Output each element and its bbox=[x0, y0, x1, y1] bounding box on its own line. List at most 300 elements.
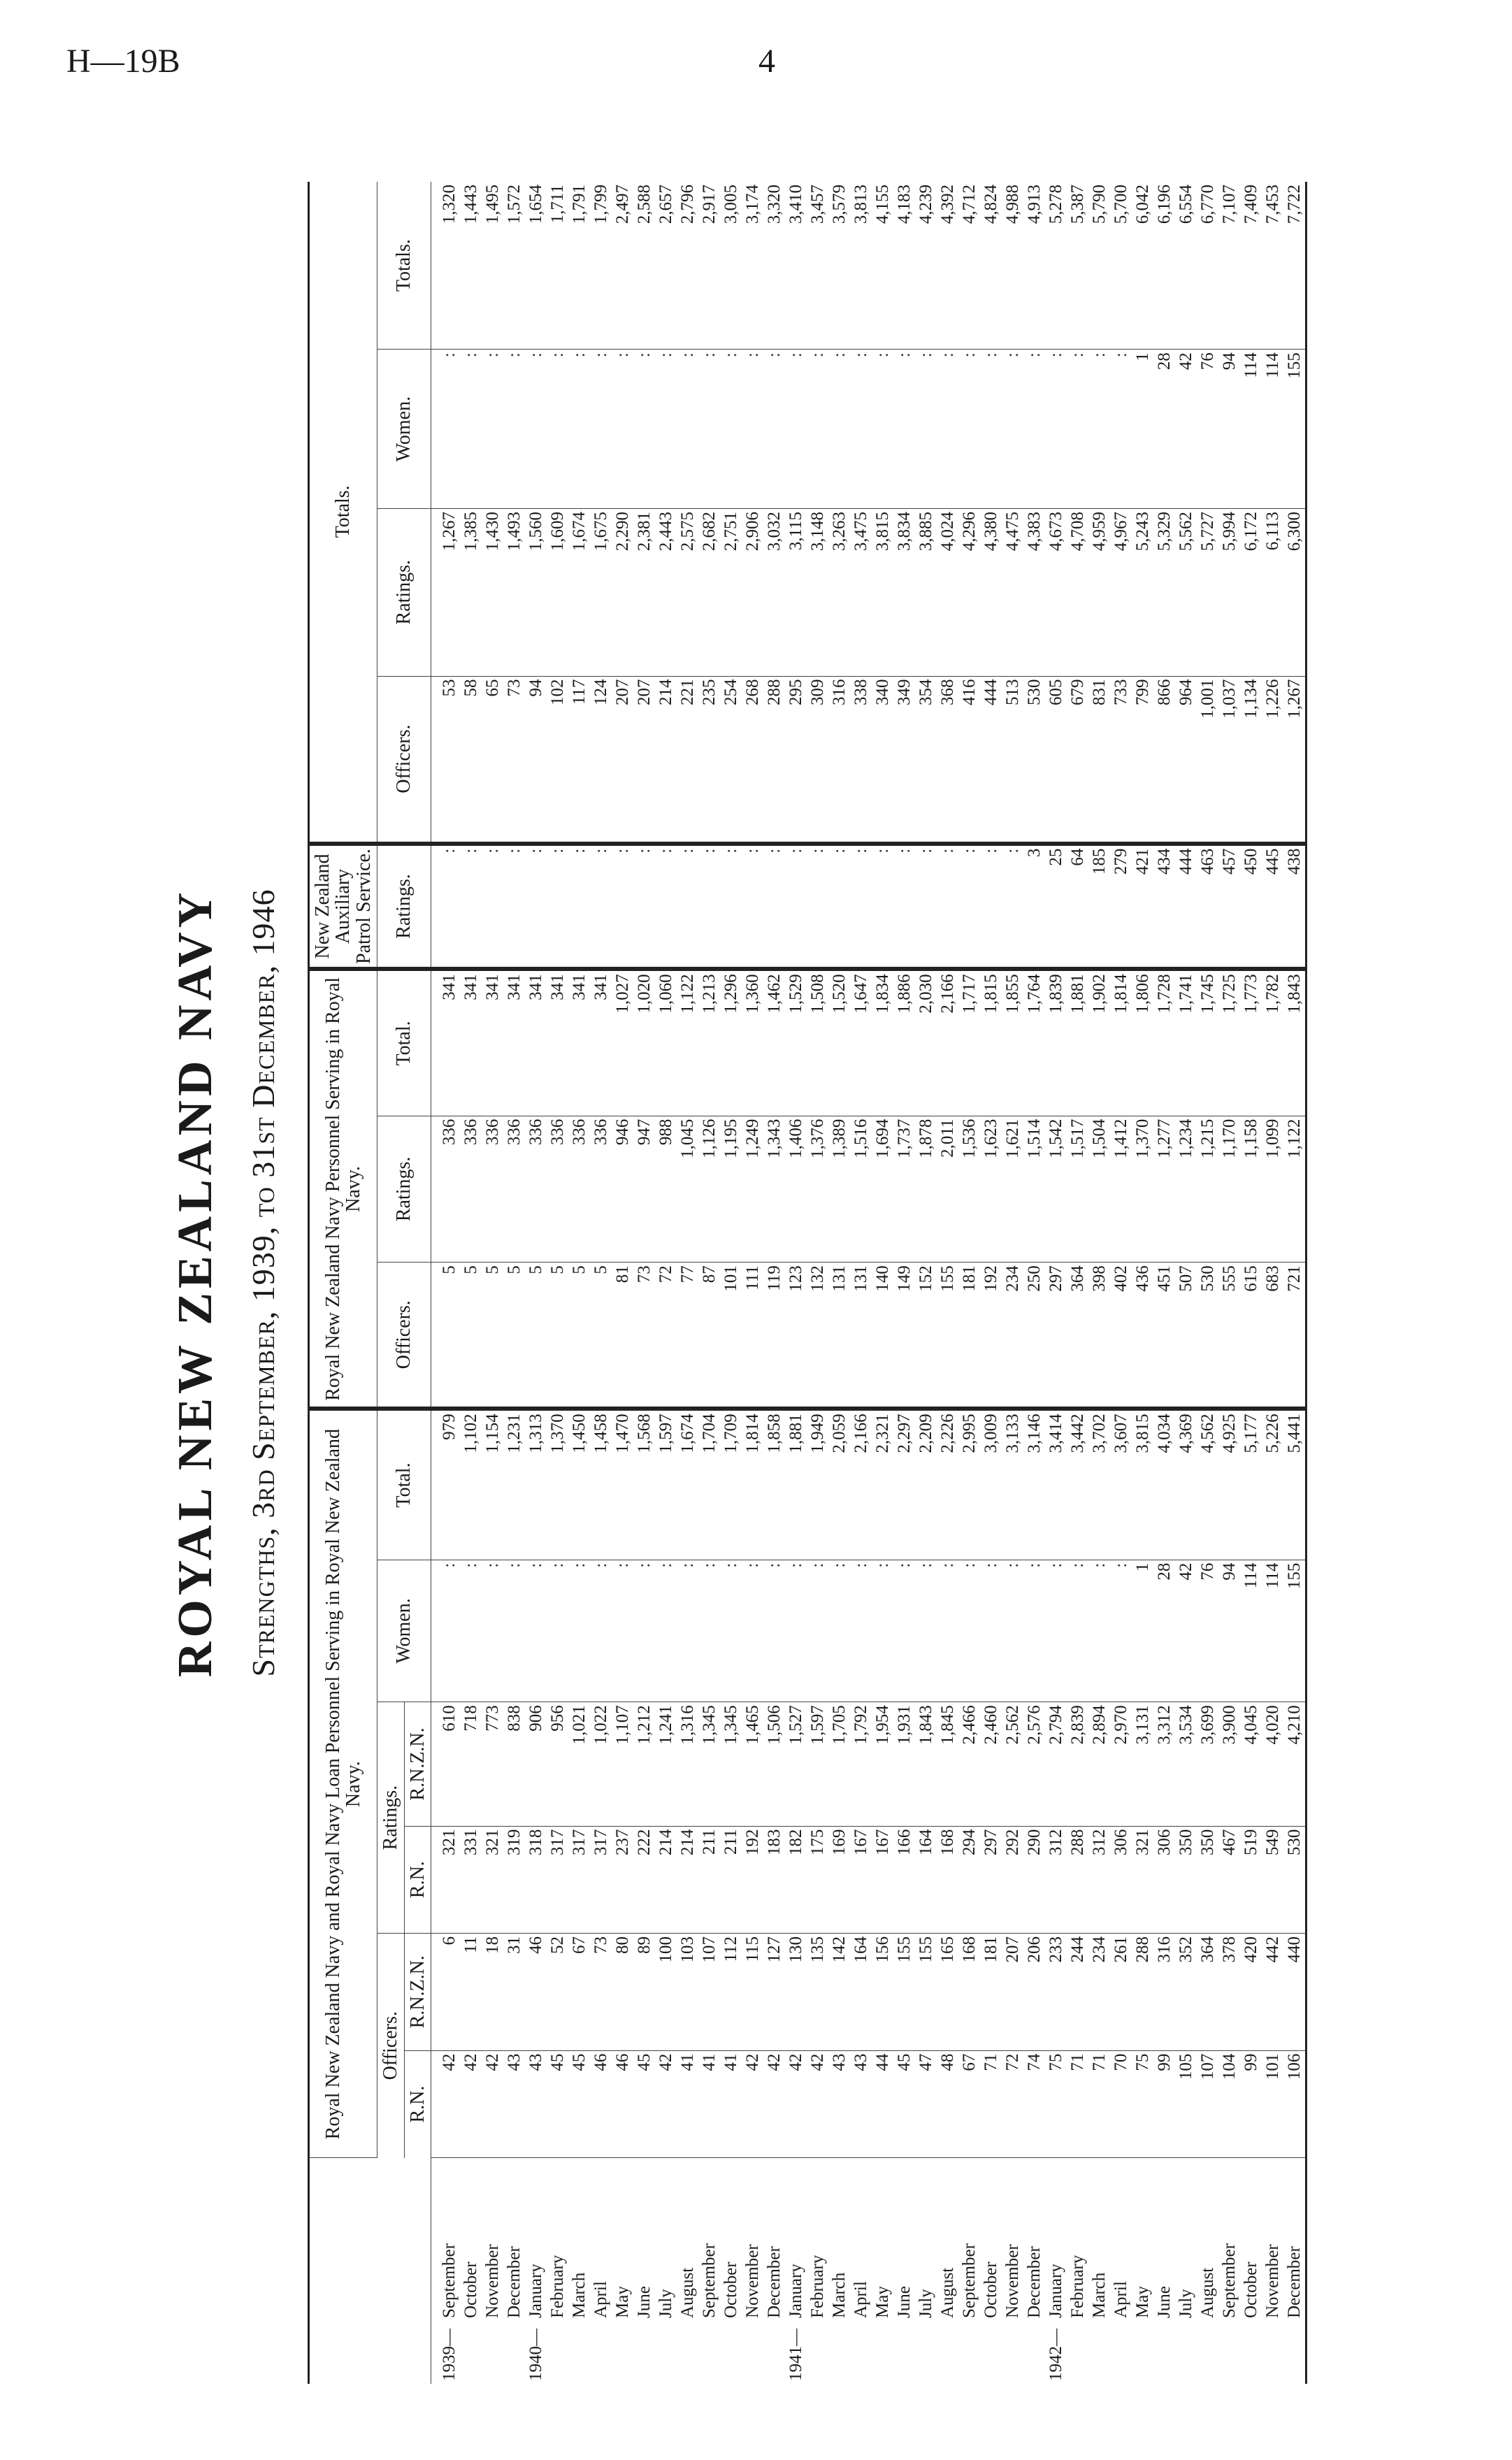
totals-ratings-cell: 2,443 bbox=[655, 508, 677, 676]
totals-ratings-cell: 2,682 bbox=[698, 508, 720, 676]
officers-rn-cell: 101 bbox=[1262, 2050, 1283, 2157]
ratings-rnzn-cell: 1,931 bbox=[893, 1702, 915, 1826]
totals-totals-cell: 3,174 bbox=[742, 182, 763, 350]
period-cell bbox=[1023, 2158, 1045, 2384]
women-cell: : bbox=[1110, 1560, 1132, 1702]
total-cell: 3,414 bbox=[1045, 1409, 1067, 1560]
serving-total-cell: 1,462 bbox=[763, 969, 785, 1116]
table-row bbox=[742, 182, 763, 2384]
totals-totals-cell: 1,711 bbox=[547, 182, 568, 350]
totals-officers-cell: 124 bbox=[590, 676, 612, 844]
group-rnzn-loan-header: Royal New Zealand Navy and Royal Navy Loan Personnel Serving in Royal New Zealand Navy. bbox=[309, 1409, 377, 2157]
patrol-ratings-cell: 3 bbox=[1023, 844, 1045, 970]
officers-rn-cell: 42 bbox=[807, 2050, 828, 2157]
officers-rn-cell: 46 bbox=[612, 2050, 633, 2157]
serving-officers-cell: 683 bbox=[1262, 1263, 1283, 1409]
ratings-rn-cell: 288 bbox=[1067, 1826, 1088, 1933]
serving-officers-cell: 87 bbox=[698, 1263, 720, 1409]
serving-total-cell: 1,213 bbox=[698, 969, 720, 1116]
patrol-ratings-cell: : bbox=[893, 844, 915, 970]
officers-rn-cell: 71 bbox=[1067, 2050, 1088, 2157]
serving-officers-cell: 152 bbox=[915, 1263, 937, 1409]
totals-officers-cell: 354 bbox=[915, 676, 937, 844]
totals-women-cell: 94 bbox=[1218, 350, 1240, 509]
serving-total-cell: 341 bbox=[590, 969, 612, 1116]
serving-officers-cell: 5 bbox=[547, 1263, 568, 1409]
group-totals-header: Totals. bbox=[309, 182, 377, 844]
serving-total-cell: 2,166 bbox=[937, 969, 958, 1116]
totals-ratings-header: Ratings. bbox=[377, 508, 431, 676]
women-cell: : bbox=[431, 1560, 460, 1702]
period-cell bbox=[1110, 2158, 1132, 2384]
table-row bbox=[482, 182, 503, 2384]
serving-officers-cell: 555 bbox=[1218, 1263, 1240, 1409]
totals-officers-cell: 338 bbox=[850, 676, 872, 844]
women-cell: : bbox=[1002, 1560, 1023, 1702]
women-cell: : bbox=[980, 1560, 1002, 1702]
totals-ratings-cell: 4,475 bbox=[1002, 508, 1023, 676]
women-cell: 76 bbox=[1197, 1560, 1218, 1702]
officers-rnzn-cell: 288 bbox=[1132, 1933, 1153, 2050]
period-cell bbox=[568, 2158, 590, 2384]
ratings-rnzn-cell: 1,316 bbox=[677, 1702, 698, 1826]
totals-women-cell: : bbox=[612, 350, 633, 509]
totals-women-cell: : bbox=[937, 350, 958, 509]
officers-rnzn-cell: 73 bbox=[590, 1933, 612, 2050]
period-cell bbox=[720, 2158, 742, 2384]
patrol-ratings-cell: : bbox=[1002, 844, 1023, 970]
page-reference: H—19B bbox=[66, 43, 180, 80]
period-cell bbox=[1283, 2158, 1306, 2384]
women-cell: 42 bbox=[1175, 1560, 1197, 1702]
group-serving-rn-header: Royal New Zealand Navy Personnel Serving in Royal Navy. bbox=[309, 969, 377, 1409]
ratings-rnzn-header: R.N.Z.N. bbox=[404, 1702, 431, 1826]
total-cell: 1,568 bbox=[633, 1409, 655, 1560]
officers-header: Officers. bbox=[377, 1933, 404, 2157]
ratings-rn-cell: 549 bbox=[1262, 1826, 1283, 1933]
officers-rnzn-cell: 130 bbox=[785, 1933, 807, 2050]
totals-totals-cell: 7,409 bbox=[1240, 182, 1262, 350]
ratings-rnzn-cell: 1,597 bbox=[807, 1702, 828, 1826]
month-label: August bbox=[677, 2267, 697, 2318]
serving-total-cell: 341 bbox=[568, 969, 590, 1116]
totals-ratings-cell: 3,885 bbox=[915, 508, 937, 676]
month-label: November bbox=[742, 2244, 762, 2318]
month-label: July bbox=[1176, 2289, 1195, 2318]
officers-rn-cell: 105 bbox=[1175, 2050, 1197, 2157]
totals-totals-cell: 2,796 bbox=[677, 182, 698, 350]
serving-ratings-cell: 1,234 bbox=[1175, 1116, 1197, 1263]
officers-rn-cell: 45 bbox=[568, 2050, 590, 2157]
ratings-rnzn-cell: 2,794 bbox=[1045, 1702, 1067, 1826]
officers-rnzn-cell: 316 bbox=[1153, 1933, 1175, 2050]
totals-officers-cell: 309 bbox=[807, 676, 828, 844]
table-row bbox=[720, 182, 742, 2384]
totals-ratings-cell: 3,834 bbox=[893, 508, 915, 676]
totals-totals-cell: 5,700 bbox=[1110, 182, 1132, 350]
serving-total-cell: 1,886 bbox=[893, 969, 915, 1116]
serving-officers-header: Officers. bbox=[377, 1263, 431, 1409]
totals-ratings-cell: 2,381 bbox=[633, 508, 655, 676]
serving-ratings-cell: 1,406 bbox=[785, 1116, 807, 1263]
patrol-ratings-cell: : bbox=[915, 844, 937, 970]
year-label: 1940— bbox=[526, 2329, 545, 2381]
women-cell: 114 bbox=[1240, 1560, 1262, 1702]
ratings-rn-cell: 519 bbox=[1240, 1826, 1262, 1933]
totals-women-cell: : bbox=[1110, 350, 1132, 509]
ratings-rnzn-cell: 1,241 bbox=[655, 1702, 677, 1826]
serving-total-cell: 1,027 bbox=[612, 969, 633, 1116]
table-row bbox=[547, 182, 568, 2384]
month-label: September bbox=[959, 2243, 979, 2318]
serving-ratings-cell: 1,737 bbox=[893, 1116, 915, 1263]
ratings-rnzn-cell: 1,843 bbox=[915, 1702, 937, 1826]
totals-officers-cell: 117 bbox=[568, 676, 590, 844]
officers-rn-cell: 42 bbox=[431, 2050, 460, 2157]
month-label: March bbox=[1089, 2272, 1109, 2318]
serving-total-cell: 1,741 bbox=[1175, 969, 1197, 1116]
totals-ratings-cell: 4,380 bbox=[980, 508, 1002, 676]
month-label: January bbox=[1046, 2264, 1065, 2318]
patrol-ratings-cell: 64 bbox=[1067, 844, 1088, 970]
patrol-ratings-cell: : bbox=[720, 844, 742, 970]
patrol-ratings-cell: : bbox=[763, 844, 785, 970]
serving-ratings-header: Ratings. bbox=[377, 1116, 431, 1263]
ratings-rnzn-cell: 1,527 bbox=[785, 1702, 807, 1826]
total-cell: 979 bbox=[431, 1409, 460, 1560]
month-label: August bbox=[1197, 2267, 1217, 2318]
serving-officers-cell: 297 bbox=[1045, 1263, 1067, 1409]
total-cell: 2,209 bbox=[915, 1409, 937, 1560]
serving-officers-cell: 5 bbox=[503, 1263, 525, 1409]
serving-total-header: Total. bbox=[377, 969, 431, 1116]
totals-totals-cell: 1,572 bbox=[503, 182, 525, 350]
period-cell bbox=[1132, 2158, 1153, 2384]
table-row bbox=[568, 182, 590, 2384]
totals-ratings-cell: 4,708 bbox=[1067, 508, 1088, 676]
ratings-rnzn-cell: 1,107 bbox=[612, 1702, 633, 1826]
ratings-rn-cell: 321 bbox=[482, 1826, 503, 1933]
totals-officers-cell: 1,037 bbox=[1218, 676, 1240, 844]
serving-total-cell: 1,834 bbox=[872, 969, 893, 1116]
serving-total-cell: 341 bbox=[431, 969, 460, 1116]
totals-women-cell: : bbox=[698, 350, 720, 509]
total-header: Total. bbox=[377, 1409, 431, 1560]
table-row bbox=[1197, 182, 1218, 2384]
women-cell: : bbox=[525, 1560, 547, 1702]
table-row bbox=[872, 182, 893, 2384]
ratings-rnzn-cell: 2,970 bbox=[1110, 1702, 1132, 1826]
patrol-ratings-cell: 445 bbox=[1262, 844, 1283, 970]
ratings-rnzn-cell: 838 bbox=[503, 1702, 525, 1826]
serving-total-cell: 1,060 bbox=[655, 969, 677, 1116]
total-cell: 1,102 bbox=[460, 1409, 482, 1560]
patrol-ratings-cell: : bbox=[612, 844, 633, 970]
totals-women-cell: : bbox=[958, 350, 980, 509]
ratings-rnzn-cell: 773 bbox=[482, 1702, 503, 1826]
totals-ratings-cell: 3,263 bbox=[828, 508, 850, 676]
serving-officers-cell: 234 bbox=[1002, 1263, 1023, 1409]
month-label: January bbox=[786, 2264, 805, 2318]
month-label: April bbox=[1111, 2281, 1130, 2318]
total-cell: 3,815 bbox=[1132, 1409, 1153, 1560]
serving-officers-cell: 131 bbox=[850, 1263, 872, 1409]
officers-rnzn-cell: 31 bbox=[503, 1933, 525, 2050]
ratings-rn-cell: 292 bbox=[1002, 1826, 1023, 1933]
ratings-rn-cell: 167 bbox=[872, 1826, 893, 1933]
patrol-ratings-cell: : bbox=[655, 844, 677, 970]
patrol-ratings-cell: : bbox=[503, 844, 525, 970]
officers-rn-cell: 42 bbox=[785, 2050, 807, 2157]
officers-rnzn-cell: 261 bbox=[1110, 1933, 1132, 2050]
total-cell: 1,154 bbox=[482, 1409, 503, 1560]
serving-total-cell: 1,814 bbox=[1110, 969, 1132, 1116]
period-cell bbox=[1262, 2158, 1283, 2384]
women-cell: : bbox=[1045, 1560, 1067, 1702]
serving-ratings-cell: 1,126 bbox=[698, 1116, 720, 1263]
ratings-rn-cell: 214 bbox=[677, 1826, 698, 1933]
totals-women-cell: : bbox=[1023, 350, 1045, 509]
serving-ratings-cell: 1,376 bbox=[807, 1116, 828, 1263]
serving-total-cell: 1,122 bbox=[677, 969, 698, 1116]
total-cell: 5,441 bbox=[1283, 1409, 1306, 1560]
totals-totals-cell: 5,790 bbox=[1088, 182, 1110, 350]
totals-ratings-cell: 2,290 bbox=[612, 508, 633, 676]
month-label: September bbox=[439, 2243, 459, 2318]
month-label: November bbox=[1002, 2244, 1022, 2318]
patrol-ratings-cell: 463 bbox=[1197, 844, 1218, 970]
serving-ratings-cell: 1,170 bbox=[1218, 1116, 1240, 1263]
officers-rnzn-cell: 168 bbox=[958, 1933, 980, 2050]
totals-totals-cell: 1,320 bbox=[431, 182, 460, 350]
officers-rnzn-cell: 6 bbox=[431, 1933, 460, 2050]
serving-ratings-cell: 1,249 bbox=[742, 1116, 763, 1263]
totals-women-cell: : bbox=[1067, 350, 1088, 509]
women-cell: : bbox=[1088, 1560, 1110, 1702]
table-row bbox=[828, 182, 850, 2384]
totals-women-cell: : bbox=[547, 350, 568, 509]
serving-ratings-cell: 1,412 bbox=[1110, 1116, 1132, 1263]
serving-officers-cell: 111 bbox=[742, 1263, 763, 1409]
totals-ratings-cell: 1,675 bbox=[590, 508, 612, 676]
serving-ratings-cell: 1,389 bbox=[828, 1116, 850, 1263]
totals-totals-cell: 1,791 bbox=[568, 182, 590, 350]
period-cell bbox=[1002, 2158, 1023, 2384]
total-cell: 2,321 bbox=[872, 1409, 893, 1560]
month-label: April bbox=[591, 2281, 610, 2318]
ratings-rn-cell: 175 bbox=[807, 1826, 828, 1933]
period-cell bbox=[1175, 2158, 1197, 2384]
officers-rnzn-cell: 244 bbox=[1067, 1933, 1088, 2050]
totals-totals-cell: 1,495 bbox=[482, 182, 503, 350]
table-row bbox=[1283, 182, 1306, 2384]
month-label: October bbox=[461, 2261, 480, 2318]
totals-officers-cell: 94 bbox=[525, 676, 547, 844]
totals-women-cell: 28 bbox=[1153, 350, 1175, 509]
ratings-rn-cell: 317 bbox=[547, 1826, 568, 1933]
serving-officers-cell: 364 bbox=[1067, 1263, 1088, 1409]
period-cell bbox=[1218, 2158, 1240, 2384]
officers-rn-cell: 41 bbox=[677, 2050, 698, 2157]
patrol-ratings-cell: : bbox=[547, 844, 568, 970]
period-cell bbox=[547, 2158, 568, 2384]
officers-rn-cell: 42 bbox=[460, 2050, 482, 2157]
patrol-ratings-cell: 444 bbox=[1175, 844, 1197, 970]
serving-officers-cell: 398 bbox=[1088, 1263, 1110, 1409]
totals-ratings-cell: 4,967 bbox=[1110, 508, 1132, 676]
total-cell: 4,369 bbox=[1175, 1409, 1197, 1560]
serving-total-cell: 1,529 bbox=[785, 969, 807, 1116]
officers-rnzn-cell: 127 bbox=[763, 1933, 785, 2050]
total-cell: 1,949 bbox=[807, 1409, 828, 1560]
serving-total-cell: 1,839 bbox=[1045, 969, 1067, 1116]
ratings-rn-cell: 183 bbox=[763, 1826, 785, 1933]
serving-total-cell: 1,647 bbox=[850, 969, 872, 1116]
period-cell bbox=[915, 2158, 937, 2384]
serving-officers-cell: 155 bbox=[937, 1263, 958, 1409]
women-cell: : bbox=[698, 1560, 720, 1702]
officers-rnzn-cell: 165 bbox=[937, 1933, 958, 2050]
serving-officers-cell: 5 bbox=[568, 1263, 590, 1409]
patrol-ratings-cell: : bbox=[807, 844, 828, 970]
total-cell: 3,133 bbox=[1002, 1409, 1023, 1560]
serving-total-cell: 1,296 bbox=[720, 969, 742, 1116]
totals-officers-cell: 1,001 bbox=[1197, 676, 1218, 844]
officers-rnzn-cell: 112 bbox=[720, 1933, 742, 2050]
total-cell: 2,995 bbox=[958, 1409, 980, 1560]
ratings-rn-cell: 318 bbox=[525, 1826, 547, 1933]
totals-officers-cell: 733 bbox=[1110, 676, 1132, 844]
totals-women-cell: : bbox=[525, 350, 547, 509]
officers-rnzn-cell: 207 bbox=[1002, 1933, 1023, 2050]
patrol-ratings-cell: : bbox=[460, 844, 482, 970]
totals-officers-cell: 530 bbox=[1023, 676, 1045, 844]
officers-rnzn-cell: 18 bbox=[482, 1933, 503, 2050]
officers-rn-cell: 67 bbox=[958, 2050, 980, 2157]
officers-rn-cell: 41 bbox=[698, 2050, 720, 2157]
serving-ratings-cell: 1,045 bbox=[677, 1116, 698, 1263]
serving-total-cell: 2,030 bbox=[915, 969, 937, 1116]
officers-rn-cell: 41 bbox=[720, 2050, 742, 2157]
totals-women-cell: : bbox=[763, 350, 785, 509]
officers-rnzn-cell: 135 bbox=[807, 1933, 828, 2050]
totals-officers-cell: 416 bbox=[958, 676, 980, 844]
officers-rnzn-header: R.N.Z.N. bbox=[404, 1933, 431, 2050]
totals-officers-cell: 1,226 bbox=[1262, 676, 1283, 844]
ratings-rn-cell: 164 bbox=[915, 1826, 937, 1933]
serving-total-cell: 1,902 bbox=[1088, 969, 1110, 1116]
period-cell bbox=[1197, 2158, 1218, 2384]
serving-total-cell: 341 bbox=[547, 969, 568, 1116]
officers-rnzn-cell: 100 bbox=[655, 1933, 677, 2050]
month-label: July bbox=[916, 2289, 935, 2318]
totals-totals-cell: 2,497 bbox=[612, 182, 633, 350]
officers-rn-cell: 46 bbox=[590, 2050, 612, 2157]
serving-total-cell: 341 bbox=[482, 969, 503, 1116]
totals-totals-cell: 1,654 bbox=[525, 182, 547, 350]
totals-officers-cell: 340 bbox=[872, 676, 893, 844]
total-cell: 1,881 bbox=[785, 1409, 807, 1560]
month-label: September bbox=[1219, 2243, 1239, 2318]
patrol-ratings-cell: : bbox=[698, 844, 720, 970]
serving-officers-cell: 5 bbox=[460, 1263, 482, 1409]
serving-ratings-cell: 336 bbox=[525, 1116, 547, 1263]
serving-officers-cell: 131 bbox=[828, 1263, 850, 1409]
totals-totals-cell: 3,005 bbox=[720, 182, 742, 350]
total-cell: 5,226 bbox=[1262, 1409, 1283, 1560]
ratings-rn-cell: 312 bbox=[1088, 1826, 1110, 1933]
serving-officers-cell: 721 bbox=[1283, 1263, 1306, 1409]
serving-officers-cell: 5 bbox=[431, 1263, 460, 1409]
ratings-rnzn-cell: 3,699 bbox=[1197, 1702, 1218, 1826]
period-cell bbox=[1153, 2158, 1175, 2384]
officers-rnzn-cell: 378 bbox=[1218, 1933, 1240, 2050]
patrol-ratings-cell: : bbox=[677, 844, 698, 970]
totals-women-cell: : bbox=[850, 350, 872, 509]
totals-officers-cell: 254 bbox=[720, 676, 742, 844]
ratings-rn-cell: 294 bbox=[958, 1826, 980, 1933]
page-number: 4 bbox=[758, 43, 775, 80]
officers-rn-cell: 45 bbox=[893, 2050, 915, 2157]
women-cell: : bbox=[742, 1560, 763, 1702]
women-cell: : bbox=[785, 1560, 807, 1702]
totals-officers-cell: 964 bbox=[1175, 676, 1197, 844]
serving-ratings-cell: 1,621 bbox=[1002, 1116, 1023, 1263]
serving-officers-cell: 123 bbox=[785, 1263, 807, 1409]
totals-ratings-cell: 5,727 bbox=[1197, 508, 1218, 676]
serving-ratings-cell: 1,215 bbox=[1197, 1116, 1218, 1263]
totals-officers-cell: 1,134 bbox=[1240, 676, 1262, 844]
totals-totals-cell: 2,588 bbox=[633, 182, 655, 350]
serving-officers-cell: 192 bbox=[980, 1263, 1002, 1409]
women-header: Women. bbox=[377, 1560, 431, 1702]
totals-women-cell: 1 bbox=[1132, 350, 1153, 509]
serving-total-cell: 1,020 bbox=[633, 969, 655, 1116]
month-label: October bbox=[721, 2261, 740, 2318]
totals-women-cell: : bbox=[872, 350, 893, 509]
month-label: February bbox=[547, 2254, 567, 2318]
totals-totals-cell: 3,813 bbox=[850, 182, 872, 350]
ratings-rn-cell: 317 bbox=[568, 1826, 590, 1933]
serving-ratings-cell: 336 bbox=[590, 1116, 612, 1263]
period-cell bbox=[893, 2158, 915, 2384]
serving-officers-cell: 451 bbox=[1153, 1263, 1175, 1409]
ratings-rn-cell: 297 bbox=[980, 1826, 1002, 1933]
women-cell: : bbox=[763, 1560, 785, 1702]
officers-rn-cell: 71 bbox=[1088, 2050, 1110, 2157]
month-label: December bbox=[504, 2246, 524, 2318]
total-cell: 2,297 bbox=[893, 1409, 915, 1560]
totals-totals-cell: 6,042 bbox=[1132, 182, 1153, 350]
total-cell: 2,059 bbox=[828, 1409, 850, 1560]
ratings-rn-cell: 321 bbox=[431, 1826, 460, 1933]
total-cell: 1,231 bbox=[503, 1409, 525, 1560]
table-row bbox=[850, 182, 872, 2384]
totals-officers-cell: 102 bbox=[547, 676, 568, 844]
table-row bbox=[1262, 182, 1283, 2384]
ratings-rnzn-cell: 1,021 bbox=[568, 1702, 590, 1826]
ratings-rn-cell: 530 bbox=[1283, 1826, 1306, 1933]
total-cell: 2,226 bbox=[937, 1409, 958, 1560]
ratings-rn-cell: 167 bbox=[850, 1826, 872, 1933]
month-label: June bbox=[894, 2286, 914, 2318]
officers-rn-cell: 106 bbox=[1283, 2050, 1306, 2157]
officers-rn-cell: 71 bbox=[980, 2050, 1002, 2157]
officers-rnzn-cell: 80 bbox=[612, 1933, 633, 2050]
totals-women-cell: : bbox=[460, 350, 482, 509]
totals-officers-cell: 866 bbox=[1153, 676, 1175, 844]
serving-officers-cell: 149 bbox=[893, 1263, 915, 1409]
